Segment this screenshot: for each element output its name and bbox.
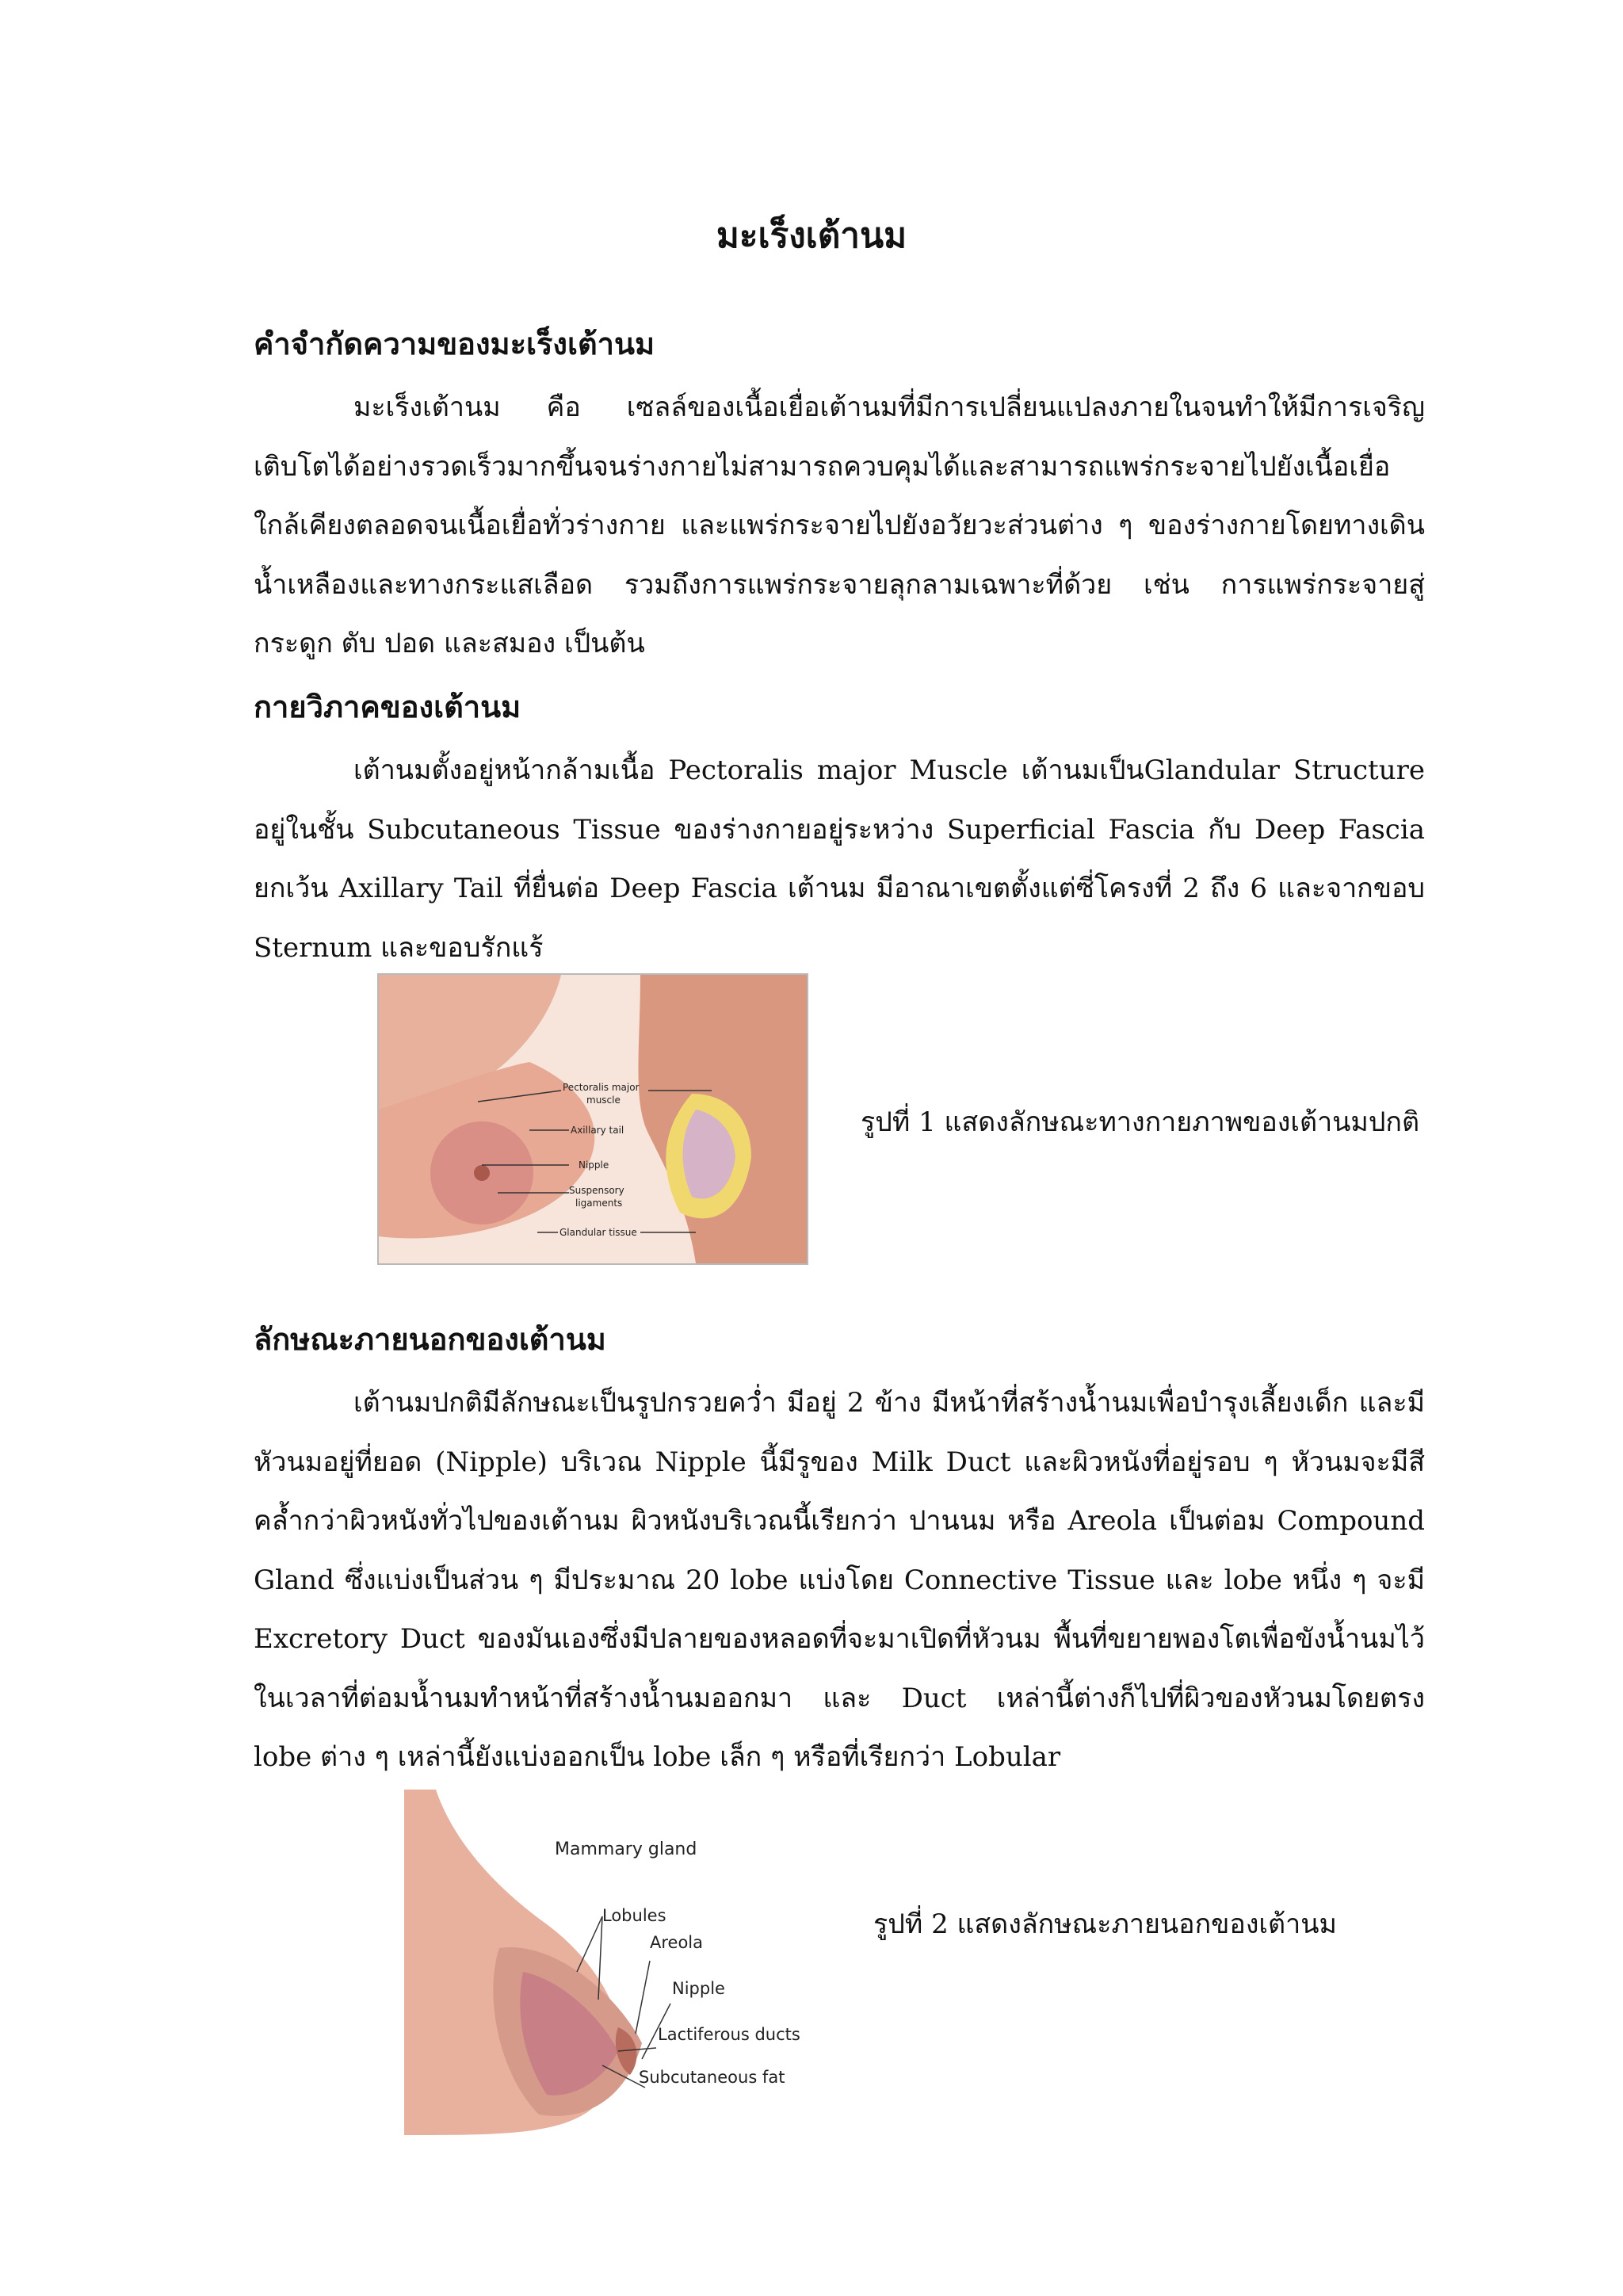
section-heading-definition: คำจำกัดความของมะเร็งเต้านม <box>254 326 655 361</box>
breast-anatomy-illustration <box>379 975 807 1263</box>
figure1-label-ligaments: ligaments <box>575 1198 623 1209</box>
figure2-label-subcutaneous-fat: Subcutaneous fat <box>639 2068 785 2087</box>
figure2-caption: รูปที่ 2 แสดงลักษณะภายนอกของเต้านม <box>873 1908 1337 1940</box>
figure1-caption: รูปที่ 1 แสดงลักษณะทางกายภาพของเต้านมปกติ <box>861 1106 1420 1138</box>
figure-breast-exterior <box>403 1788 810 2137</box>
figure1-label-nipple: Nipple <box>579 1159 609 1171</box>
mammary-gland-illustration <box>404 1790 808 2135</box>
section-paragraph-definition: มะเร็งเต้านม คือ เซลล์ของเนื้อเยื่อเต้านมที่มีการเปลี่ยนแปลงภายในจนทำให้มีการเจริญเติบโตได้อย่างรวดเร็วมากขึ้นจนร่างกายไม่สามารถควบคุมได้และสามารถแพร่กระจายไปยังเนื้อเยื่อใกล้เคียงตลอดจนเนื้อเยื่อทั่วร่างกาย และแพร่กระจายไปยังอวัยวะส่วนต่าง ๆ ของร่างกายโดยทางเดินน้ำเหลืองและทางกระแสเลือด รวมถึงการแพร่กระจายลุกลามเฉพาะที่ด้วย เช่น การแพร่กระจายสู่กระดูก ตับ ปอด และสมอง เป็นต้น <box>254 392 1425 659</box>
section-paragraph-appearance: เต้านมปกติมีลักษณะเป็นรูปกรวยคว่ำ มีอยู่ 2 ข้าง มีหน้าที่สร้างน้ำนมเพื่อบำรุงเลี้ยงเด็ก และมีหัวนมอยู่ที่ยอด (Nipple) บริเวณ Nipple นี้มีรูของ Milk Duct และผิวหนังที่อยู่รอบ ๆ หัวนมจะมีสีคล้ำกว่าผิวหนังทั่วไปของเต้านม ผิวหนังบริเวณนี้เรียกว่า ปานนม หรือ Areola เป็นต่อม Compound Gland ซึ่งแบ่งเป็นส่วน ๆ มีประมาณ 20 lobe แบ่งโดย Connective Tissue และ lobe หนึ่ง ๆ จะมี Excretory Duct ของมันเองซึ่งมีปลายของหลอดที่จะมาเปิดที่หัวนม พื้นที่ขยายพองโตเพื่อขังน้ำนมไว้ในเวลาที่ต่อมน้ำนมทำหน้าที่สร้างน้ำนมออกมา และ Duct เหล่านี้ต่างก็ไปที่ผิวของหัวนมโดยตรง lobe ต่าง ๆ เหล่านี้ยังแบ่งออกเป็น lobe เล็ก ๆ หรือที่เรียกว่า Lobular <box>254 1387 1425 1773</box>
section-paragraph-anatomy: เต้านมตั้งอยู่หน้ากล้ามเนื้อ Pectoralis major Muscle เต้านมเป็นGlandular Structure อยู่ในชั้น Subcutaneous Tissue ของร่างกายอยู่ระหว่าง Superficial Fascia กับ Deep Fascia ยกเว้น Axillary Tail ที่ยื่นต่อ Deep Fascia เต้านม มีอาณาเขตตั้งแต่ซี่โครงที่ 2 ถึง 6 และจากขอบ Sternum และขอบรักแร้ <box>254 755 1425 964</box>
figure2-label-nipple: Nipple <box>672 1979 725 1998</box>
figure-breast-anatomy <box>377 973 808 1265</box>
figure2-label-lactiferous-ducts: Lactiferous ducts <box>658 2025 800 2044</box>
figure2-label-mammary-gland: Mammary gland <box>555 1839 697 1859</box>
section-heading-anatomy: กายวิภาคของเต้านม <box>254 689 521 724</box>
section-heading-appearance: ลักษณะภายนอกของเต้านม <box>254 1321 606 1357</box>
figure1-label-suspensory: Suspensory <box>569 1185 624 1196</box>
figure2-label-lobules: Lobules <box>602 1906 666 1925</box>
page-title: มะเร็งเต้านม <box>716 216 907 256</box>
figure1-label-muscle: muscle <box>586 1095 621 1106</box>
figure2-label-areola: Areola <box>650 1933 704 1952</box>
figure1-label-axillary-tail: Axillary tail <box>571 1125 624 1136</box>
figure1-label-pectoralis: Pectoralis major <box>563 1082 640 1093</box>
figure1-label-glandular: Glandular tissue <box>559 1227 637 1238</box>
